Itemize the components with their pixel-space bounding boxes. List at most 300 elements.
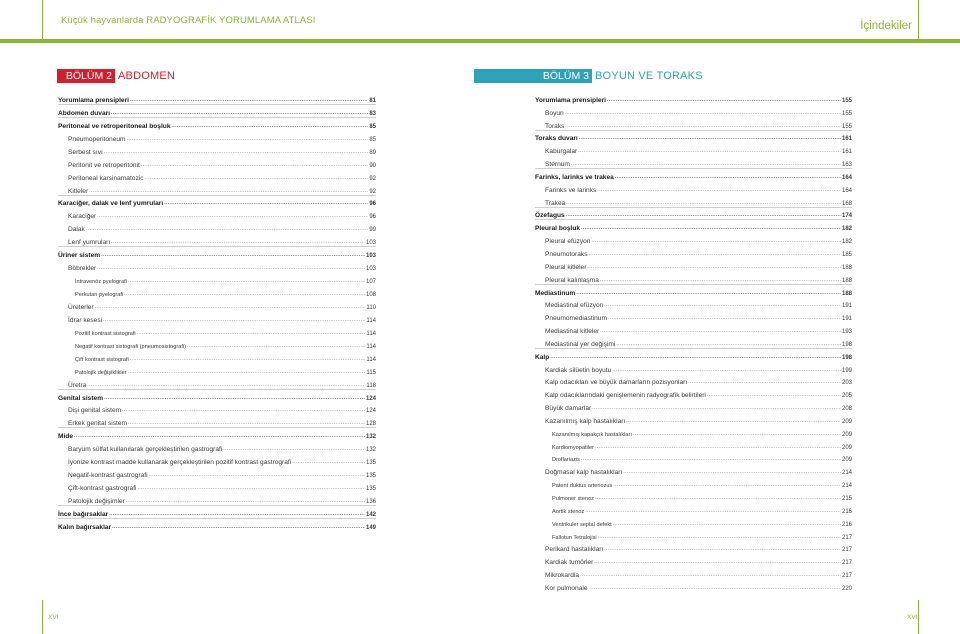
dot-leader bbox=[223, 447, 365, 453]
toc-entry-page: 135 bbox=[365, 486, 376, 493]
dot-leader bbox=[566, 213, 841, 219]
toc-entry-title: Kardiak silüetin boyutu bbox=[545, 366, 612, 374]
toc-entry-page: 199 bbox=[841, 367, 852, 374]
toc-entry[interactable] bbox=[535, 322, 852, 335]
toc-entry-page: 209 bbox=[841, 444, 852, 451]
dot-leader bbox=[111, 240, 365, 246]
toc-entry[interactable] bbox=[535, 348, 852, 361]
toc-entry-page: 114 bbox=[366, 317, 376, 324]
dot-leader bbox=[111, 111, 368, 117]
dot-leader bbox=[613, 483, 841, 489]
toc-entry[interactable] bbox=[58, 427, 376, 440]
toc-entry-page: 118 bbox=[366, 382, 376, 389]
toc-entry-page: 174 bbox=[841, 213, 852, 220]
toc-entry-page: 124 bbox=[365, 395, 376, 402]
toc-entry[interactable] bbox=[58, 363, 376, 376]
header-divider bbox=[0, 39, 960, 43]
toc-entry-title: Çift-kontrast gastrografi bbox=[68, 485, 137, 493]
toc-entry-title: Kalp odacıkları ve büyük damarların pozisyonları bbox=[545, 379, 688, 387]
toc-entry[interactable] bbox=[535, 502, 852, 515]
toc-entry[interactable] bbox=[535, 374, 852, 387]
toc-entry[interactable] bbox=[58, 156, 376, 169]
toc-entry-title: İyonize kontrast madde kullanarak gerçekleştirilen pozitif kontrast gastrografi bbox=[68, 459, 292, 467]
dot-leader bbox=[594, 560, 841, 566]
dot-leader bbox=[149, 473, 365, 479]
toc-entry-title: Farinks, larinks ve trakea bbox=[535, 173, 614, 181]
dot-leader bbox=[633, 432, 841, 438]
toc-entry-page: 155 bbox=[841, 123, 852, 130]
dot-leader bbox=[126, 499, 365, 505]
toc-entry-title: Doğmasal kalp hastalıkları bbox=[545, 469, 623, 477]
dot-leader bbox=[137, 331, 366, 337]
toc-entry-title: Dişi genital sistem bbox=[68, 407, 122, 415]
toc-list-right bbox=[535, 91, 852, 592]
toc-entry-title: Kitleler bbox=[68, 187, 89, 195]
toc-entry-page: 164 bbox=[841, 187, 852, 194]
toc-entry-title: Negatif kontrast sistografi (pneumosistografi) bbox=[75, 343, 186, 350]
toc-entry[interactable] bbox=[535, 528, 852, 541]
dot-leader bbox=[103, 318, 365, 324]
toc-entry-title: Sternum bbox=[545, 161, 570, 169]
toc-entry-page: 114 bbox=[366, 330, 376, 337]
toc-entry-title: Büyük damarlar bbox=[545, 405, 592, 413]
toc-entry-page: 216 bbox=[841, 521, 852, 528]
toc-entry[interactable] bbox=[58, 479, 376, 492]
toc-entry[interactable] bbox=[58, 453, 376, 466]
toc-entry-title: Mediastinal kitleler bbox=[545, 328, 600, 336]
dot-leader bbox=[607, 98, 841, 104]
dot-leader bbox=[127, 137, 369, 143]
toc-entry[interactable] bbox=[58, 272, 376, 285]
dot-leader bbox=[592, 406, 841, 412]
dot-leader bbox=[101, 253, 365, 259]
section-header-left bbox=[57, 69, 175, 83]
toc-entry-title: Pneumotoraks bbox=[545, 250, 588, 258]
toc-entry-page: 191 bbox=[841, 316, 852, 323]
toc-entry[interactable] bbox=[535, 130, 852, 143]
toc-entry-page: 115 bbox=[366, 369, 376, 376]
toc-entry-title: Kardiak tumörler bbox=[545, 559, 594, 567]
toc-entry-title: Boyun bbox=[545, 109, 564, 117]
toc-entry[interactable] bbox=[535, 258, 852, 271]
toc-entry-page: 220 bbox=[841, 585, 852, 592]
toc-entry-page: 149 bbox=[365, 524, 376, 531]
toc-entry-title: İntravenöz pyelografi bbox=[75, 279, 127, 286]
toc-entry-page: 217 bbox=[841, 560, 852, 567]
toc-entry-title: Lenf yumruları bbox=[68, 239, 111, 247]
page-number-right: XVII bbox=[907, 614, 920, 621]
toc-entry[interactable] bbox=[58, 220, 376, 233]
dot-leader bbox=[74, 434, 365, 440]
toc-entry-title: Patolojik değişiklikler bbox=[75, 369, 127, 376]
toc-entry-title: Yorumlama prensipleri bbox=[535, 96, 606, 104]
toc-entry[interactable] bbox=[535, 412, 852, 425]
toc-entry-title: Erkek genital sistem bbox=[68, 420, 127, 428]
toc-entry[interactable] bbox=[535, 207, 852, 220]
toc-entry-page: 132 bbox=[365, 447, 376, 454]
toc-entry-title: Üreterler bbox=[68, 303, 94, 311]
toc-entry[interactable] bbox=[535, 438, 852, 451]
dot-leader bbox=[164, 201, 368, 207]
toc-entry-page: 142 bbox=[365, 511, 376, 518]
section-title: ABDOMEN bbox=[118, 70, 176, 82]
toc-entry-page: 92 bbox=[369, 188, 376, 195]
toc-entry[interactable] bbox=[535, 104, 852, 117]
toc-entry-title: Trakea bbox=[545, 199, 566, 207]
dot-leader bbox=[626, 419, 841, 425]
dot-leader bbox=[97, 214, 368, 220]
toc-entry[interactable] bbox=[535, 284, 852, 297]
dot-leader bbox=[89, 189, 368, 195]
toc-entry-title: Mediastinum bbox=[535, 289, 576, 297]
section-title: BOYUN VE TORAKS bbox=[595, 70, 703, 82]
toc-entry[interactable] bbox=[535, 142, 852, 155]
dot-leader bbox=[565, 111, 841, 117]
toc-entry[interactable] bbox=[535, 541, 852, 554]
toc-entry-page: 135 bbox=[365, 473, 376, 480]
toc-entry-title: Fallotun Tetralojisi bbox=[552, 534, 597, 541]
dot-leader bbox=[598, 535, 841, 541]
toc-entry-title: Dalak bbox=[68, 226, 85, 234]
dot-leader bbox=[578, 149, 841, 155]
toc-entry[interactable] bbox=[535, 579, 852, 592]
toc-entry-page: 209 bbox=[841, 418, 852, 425]
dot-leader bbox=[109, 512, 365, 518]
page-label: İçindekiler bbox=[860, 20, 912, 32]
toc-entry[interactable] bbox=[58, 402, 376, 415]
toc-entry-title: Karaciğer bbox=[68, 213, 97, 221]
toc-entry-page: 203 bbox=[841, 380, 852, 387]
toc-entry[interactable] bbox=[58, 182, 376, 195]
toc-entry-page: 164 bbox=[841, 174, 852, 181]
toc-entry-title: Pozitif kontrast sistografi bbox=[75, 330, 136, 337]
dot-leader bbox=[128, 421, 365, 427]
toc-entry-title: Serbest sıvı bbox=[68, 148, 103, 156]
toc-entry-page: 191 bbox=[841, 303, 852, 310]
dot-leader bbox=[128, 279, 365, 285]
toc-entry[interactable] bbox=[535, 515, 852, 528]
right-margin-rule bbox=[918, 0, 919, 40]
toc-entry-page: 161 bbox=[841, 136, 852, 143]
toc-entry-page: 217 bbox=[841, 547, 852, 554]
dot-leader bbox=[608, 316, 841, 322]
toc-entry[interactable] bbox=[535, 117, 852, 130]
toc-entry-title: Pulmoner stenoz bbox=[552, 496, 594, 502]
toc-entry[interactable] bbox=[58, 233, 376, 246]
toc-entry-title: Perkutan pyelografi bbox=[75, 292, 124, 298]
toc-entry-title: Baryum sülfat kullanılarak gerçekleştirilen gastrografi bbox=[68, 446, 223, 454]
dot-leader bbox=[615, 175, 841, 181]
dot-leader bbox=[581, 226, 841, 232]
toc-entry-page: 107 bbox=[365, 279, 376, 286]
toc-entry-title: Mediastinal yer değişimi bbox=[545, 340, 616, 348]
toc-entry[interactable] bbox=[535, 232, 852, 245]
dot-leader bbox=[612, 368, 841, 374]
dot-leader bbox=[595, 445, 841, 451]
toc-entry[interactable] bbox=[58, 207, 376, 220]
toc-entry-title: Kalp odacıklarındaki genişlemenin radyografik belirtileri bbox=[545, 392, 706, 400]
dot-leader bbox=[130, 98, 368, 104]
toc-entry-page: 205 bbox=[841, 393, 852, 400]
toc-entry-title: Droflariazis bbox=[552, 457, 580, 464]
left-bottom-rule bbox=[42, 600, 43, 634]
toc-entry-title: Perikard hastalıkları bbox=[545, 546, 604, 554]
toc-entry[interactable] bbox=[535, 463, 852, 476]
toc-entry-title: Patent duktus arteriozus bbox=[552, 483, 613, 490]
toc-entry-page: 96 bbox=[369, 214, 376, 221]
toc-entry-title: Mikrokardia bbox=[545, 572, 580, 580]
toc-entry-page: 103 bbox=[365, 253, 376, 260]
dot-leader bbox=[187, 344, 365, 350]
toc-entry[interactable] bbox=[58, 104, 376, 117]
section-tag: BÖLÜM 3 bbox=[474, 69, 592, 83]
toc-entry-page: 214 bbox=[841, 483, 852, 490]
toc-entry[interactable] bbox=[535, 476, 852, 489]
toc-entry-page: 193 bbox=[841, 329, 852, 336]
toc-entry[interactable] bbox=[535, 245, 852, 258]
dot-leader bbox=[579, 136, 841, 142]
toc-entry-title: İdrar kesesi bbox=[68, 316, 103, 324]
dot-leader bbox=[600, 278, 841, 284]
toc-entry-page: 188 bbox=[841, 290, 852, 297]
toc-entry[interactable] bbox=[58, 143, 376, 156]
toc-entry-page: 85 bbox=[369, 136, 376, 143]
toc-entry-title: Peritoneal ve retroperitoneal boşluk bbox=[58, 122, 171, 130]
dot-leader bbox=[580, 573, 841, 579]
toc-entry[interactable] bbox=[58, 440, 376, 453]
dot-leader bbox=[104, 150, 368, 156]
section-tag: BÖLÜM 2 bbox=[57, 69, 115, 83]
dot-leader bbox=[292, 460, 365, 466]
toc-entry-page: 182 bbox=[841, 239, 852, 246]
toc-entry-title: Kalp bbox=[535, 353, 550, 361]
dot-leader bbox=[550, 355, 841, 361]
dot-leader bbox=[613, 522, 841, 528]
dot-leader bbox=[172, 124, 369, 130]
toc-entry-page: 188 bbox=[841, 277, 852, 284]
toc-entry-title: Peritoneal karsinamatozic bbox=[68, 174, 144, 182]
dot-leader bbox=[600, 329, 841, 335]
toc-entry-title: Böbrekler bbox=[68, 265, 97, 273]
toc-entry-title: Kaburgalar bbox=[545, 148, 578, 156]
dot-leader bbox=[604, 303, 841, 309]
toc-entry[interactable] bbox=[58, 505, 376, 518]
toc-entry[interactable] bbox=[535, 553, 852, 566]
toc-entry[interactable] bbox=[58, 324, 376, 337]
toc-entry[interactable] bbox=[58, 285, 376, 298]
toc-entry-page: 83 bbox=[369, 110, 376, 117]
toc-entry-title: Toraks bbox=[545, 122, 565, 130]
toc-entry-title: Mide bbox=[58, 433, 74, 441]
toc-entry[interactable] bbox=[535, 194, 852, 207]
dot-leader bbox=[707, 393, 841, 399]
toc-entry[interactable] bbox=[58, 518, 376, 531]
toc-entry-title: Çift kontrast sistografi bbox=[75, 356, 129, 363]
toc-entry-page: 114 bbox=[366, 356, 376, 363]
dot-leader bbox=[576, 291, 841, 297]
dot-leader bbox=[688, 380, 841, 386]
toc-entry[interactable] bbox=[535, 219, 852, 232]
dot-leader bbox=[571, 162, 841, 168]
dot-leader bbox=[591, 239, 841, 245]
toc-entry-page: 108 bbox=[365, 292, 376, 298]
toc-entry[interactable] bbox=[535, 566, 852, 579]
toc-entry-title: Üriner sistem bbox=[58, 252, 101, 260]
toc-entry-title: Genital sistem bbox=[58, 394, 104, 402]
toc-entry-title: Pleural boşluk bbox=[535, 225, 581, 233]
toc-entry[interactable] bbox=[535, 297, 852, 310]
toc-entry-page: 132 bbox=[365, 434, 376, 441]
dot-leader bbox=[112, 525, 365, 531]
toc-entry-page: 215 bbox=[841, 496, 852, 502]
toc-entry-title: Peritonit ve retroperitonit bbox=[68, 161, 140, 169]
toc-entry-page: 136 bbox=[365, 499, 376, 505]
dot-leader bbox=[141, 163, 368, 169]
toc-entry-title: Farinks ve larinks bbox=[545, 186, 597, 194]
toc-entry-page: 209 bbox=[841, 431, 852, 438]
toc-entry[interactable] bbox=[58, 130, 376, 143]
toc-entry-page: 96 bbox=[369, 201, 376, 208]
toc-entry-title: Pneumoperitoneum bbox=[68, 135, 126, 143]
toc-entry[interactable] bbox=[58, 466, 376, 479]
toc-entry-page: 217 bbox=[841, 534, 852, 541]
toc-entry[interactable] bbox=[535, 361, 852, 374]
page-number-left: XVI bbox=[48, 614, 59, 621]
toc-entry[interactable] bbox=[535, 91, 852, 104]
toc-entry[interactable] bbox=[58, 169, 376, 182]
dot-leader bbox=[616, 342, 841, 348]
toc-entry-page: 85 bbox=[369, 123, 376, 130]
dot-leader bbox=[87, 383, 365, 389]
toc-list-left bbox=[58, 91, 376, 531]
left-margin-rule bbox=[42, 0, 43, 40]
toc-entry-title: Kardiomyopatiler bbox=[552, 444, 594, 451]
dot-leader bbox=[595, 496, 841, 502]
toc-entry[interactable] bbox=[535, 425, 852, 438]
toc-entry[interactable] bbox=[535, 181, 852, 194]
toc-entry[interactable] bbox=[535, 271, 852, 284]
dot-leader bbox=[585, 509, 841, 515]
dot-leader bbox=[589, 252, 841, 258]
toc-entry-page: 155 bbox=[841, 110, 852, 117]
dot-leader bbox=[128, 370, 366, 376]
toc-entry-page: 185 bbox=[841, 251, 852, 258]
dot-leader bbox=[623, 470, 841, 476]
section-header-right bbox=[474, 69, 703, 83]
toc-entry-title: Aortik stenoz bbox=[552, 508, 585, 515]
toc-entry-title: Pleural kalınlaşma bbox=[545, 276, 599, 284]
toc-entry[interactable] bbox=[535, 386, 852, 399]
dot-leader bbox=[587, 265, 841, 271]
toc-entry[interactable] bbox=[58, 414, 376, 427]
dot-leader bbox=[597, 188, 841, 194]
toc-entry-title: Negatif-kontrast gastrografi bbox=[68, 472, 148, 480]
toc-entry[interactable] bbox=[58, 298, 376, 311]
toc-entry[interactable] bbox=[58, 311, 376, 324]
toc-entry[interactable] bbox=[58, 376, 376, 389]
toc-entry-title: Mediastinal efüzyon bbox=[545, 302, 604, 310]
toc-entry[interactable] bbox=[58, 91, 376, 104]
toc-entry-page: 161 bbox=[841, 149, 852, 156]
toc-entry-page: 188 bbox=[841, 264, 852, 271]
toc-entry-title: Kor pulmonale bbox=[545, 584, 588, 592]
toc-entry-page: 198 bbox=[841, 341, 852, 348]
toc-entry-page: 90 bbox=[369, 162, 376, 169]
dot-leader bbox=[138, 486, 365, 492]
toc-entry[interactable] bbox=[58, 492, 376, 505]
dot-leader bbox=[581, 457, 841, 463]
toc-entry-page: 168 bbox=[841, 200, 852, 207]
toc-entry[interactable] bbox=[535, 309, 852, 322]
toc-entry-title: Kalın bağırsaklar bbox=[58, 523, 112, 531]
toc-entry[interactable] bbox=[58, 337, 376, 350]
toc-entry[interactable] bbox=[535, 399, 852, 412]
toc-entry[interactable] bbox=[58, 259, 376, 272]
dot-leader bbox=[122, 408, 365, 414]
toc-entry[interactable] bbox=[58, 117, 376, 130]
toc-entry-page: 182 bbox=[841, 226, 852, 233]
toc-entry-page: 209 bbox=[841, 457, 852, 464]
toc-entry-title: Pleural efüzyon bbox=[545, 238, 591, 246]
toc-entry-page: 217 bbox=[841, 573, 852, 580]
toc-entry-title: İnce bağırsaklar bbox=[58, 510, 109, 518]
toc-entry-page: 135 bbox=[365, 460, 376, 467]
toc-entry-title: Toraks duvarı bbox=[535, 135, 578, 143]
dot-leader bbox=[566, 201, 841, 207]
toc-entry-title: Karaciğer, dalak ve lenf yumruları bbox=[58, 200, 164, 208]
toc-entry[interactable] bbox=[535, 451, 852, 464]
dot-leader bbox=[589, 586, 841, 592]
toc-entry-page: 163 bbox=[841, 162, 852, 169]
toc-entry-title: Yorumlama prensipleri bbox=[58, 96, 129, 104]
toc-entry-page: 103 bbox=[365, 266, 376, 273]
book-title: Küçük hayvanlarda RADYOGRAFİK YORUMLAMA ATLASI bbox=[61, 15, 316, 26]
dot-leader bbox=[604, 547, 841, 553]
toc-entry-page: 114 bbox=[366, 343, 376, 350]
toc-entry[interactable] bbox=[58, 350, 376, 363]
toc-entry-page: 103 bbox=[365, 240, 376, 247]
toc-entry[interactable] bbox=[535, 335, 852, 348]
toc-entry-title: Patolojik değişimler bbox=[68, 498, 125, 505]
dot-leader bbox=[97, 266, 365, 272]
toc-entry-page: 124 bbox=[365, 408, 376, 415]
toc-entry[interactable] bbox=[58, 389, 376, 402]
toc-entry[interactable] bbox=[535, 489, 852, 502]
toc-entry[interactable] bbox=[535, 155, 852, 168]
toc-entry-title: Üretra bbox=[68, 381, 87, 389]
dot-leader bbox=[95, 305, 366, 311]
dot-leader bbox=[565, 124, 841, 130]
toc-entry-page: 155 bbox=[841, 97, 852, 104]
toc-entry-title: Ventrikuler septal defekt bbox=[552, 521, 612, 528]
toc-entry-page: 208 bbox=[841, 406, 852, 413]
toc-entry-title: Abdomen duvarı bbox=[58, 109, 111, 117]
toc-entry-title: Kazanılmış kalp hastalıkları bbox=[545, 417, 626, 425]
toc-entry-page: 214 bbox=[841, 470, 852, 477]
toc-entry-title: Pleural kitleler bbox=[545, 263, 587, 271]
toc-entry-page: 81 bbox=[369, 97, 376, 104]
toc-entry-page: 110 bbox=[366, 304, 376, 311]
toc-entry[interactable] bbox=[535, 168, 852, 181]
toc-entry[interactable] bbox=[58, 246, 376, 259]
toc-entry-page: 89 bbox=[369, 149, 376, 156]
toc-entry[interactable] bbox=[58, 195, 376, 208]
dot-leader bbox=[104, 396, 365, 402]
dot-leader bbox=[145, 176, 369, 182]
toc-entry-page: 92 bbox=[369, 175, 376, 182]
toc-entry-page: 198 bbox=[841, 354, 852, 361]
dot-leader bbox=[124, 292, 365, 298]
